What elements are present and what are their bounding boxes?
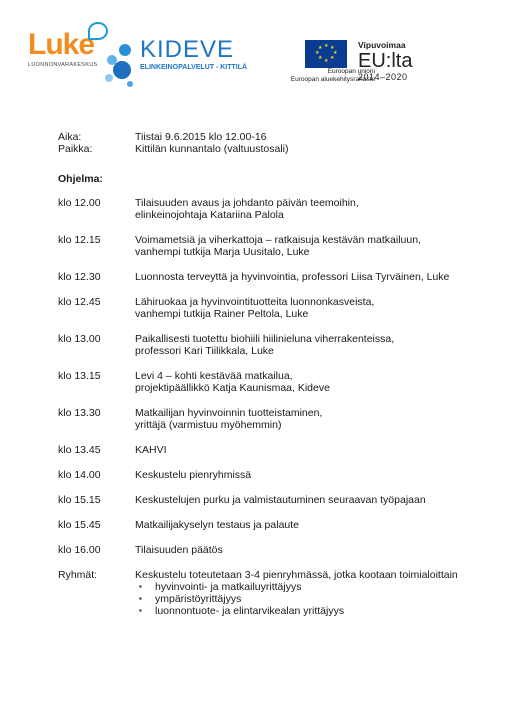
program-item-description xyxy=(135,444,498,456)
groups-section xyxy=(58,569,498,617)
groups-list-item: ▪ ympäristöyrittäjyys xyxy=(135,593,498,605)
svg-text:★: ★ xyxy=(324,58,329,64)
program-item-time: klo 12.15 xyxy=(58,234,101,246)
program-item-time: klo 13.00 xyxy=(58,333,101,345)
program-item-time: klo 15.15 xyxy=(58,494,101,506)
program-item-line: vanhempi tutkija Rainer Peltola, Luke xyxy=(135,308,309,320)
meta-label: Aika: xyxy=(58,131,82,143)
program-item-description xyxy=(135,271,498,283)
program-item-time: klo 13.45 xyxy=(58,444,101,456)
luke-logo-subtitle: LUONNONVARAKESKUS xyxy=(28,62,98,68)
svg-text:★: ★ xyxy=(324,43,329,49)
program-item-line: Paikallisesti tuotettu biohiili hiilinieluna viherrakenteissa, xyxy=(135,333,395,345)
program-item-line: professori Kari Tiilikkala, Luke xyxy=(135,345,274,357)
program-item-description xyxy=(135,494,498,506)
document-body xyxy=(58,131,498,617)
kideve-logo-subtitle: ELINKEINOPALVELUT - KITTILÄ xyxy=(140,64,248,71)
kideve-logo-word: KIDEVE xyxy=(140,36,235,63)
program-item-line: Keskustelujen purku ja valmistautuminen seuraavan työpajaan xyxy=(135,494,426,506)
program-item-time: klo 12.30 xyxy=(58,271,101,283)
svg-text:★: ★ xyxy=(318,55,323,61)
svg-text:★: ★ xyxy=(330,45,335,51)
program-item xyxy=(58,469,498,481)
eu-flag-icon xyxy=(305,40,347,68)
program-item-description xyxy=(135,333,498,357)
program-item-line: Luonnosta terveyttä ja hyvinvointia, professori Liisa Tyrväinen, Luke xyxy=(135,271,450,283)
svg-text:★: ★ xyxy=(330,55,335,61)
groups-list-item: ▪ hyvinvointi- ja matkailuyrittäjyys xyxy=(135,581,498,593)
program-item-description xyxy=(135,469,498,481)
logo-header xyxy=(0,0,515,100)
program-item-line: KAHVI xyxy=(135,444,167,456)
meta-value: Kittilän kunnantalo (valtuustosali) xyxy=(135,143,289,155)
groups-list xyxy=(135,581,498,617)
program-item xyxy=(58,444,498,456)
program-item-line: Matkailijan hyvinvoinnin tuotteistaminen, xyxy=(135,407,323,419)
speech-bubble-icon xyxy=(88,22,108,40)
eu-logo-line2: Euroopan aluekehitysrahasto xyxy=(290,76,375,83)
meta-value: Tiistai 9.6.2015 klo 12.00-16 xyxy=(135,131,267,143)
program-item-line: Voimametsiä ja viherkattoja – ratkaisuja kestävän matkailuun, xyxy=(135,234,421,246)
program-heading: Ohjelma: xyxy=(58,173,103,185)
vipuvoimaa-logo xyxy=(358,40,412,82)
program-item-line: vanhempi tutkija Marja Uusitalo, Luke xyxy=(135,246,310,258)
program-item xyxy=(58,271,498,283)
luke-logo xyxy=(28,30,98,68)
meta-row-place xyxy=(58,143,498,155)
program-item xyxy=(58,407,498,431)
vipuvoimaa-logo-eu: EU:lta xyxy=(358,50,413,72)
program-item-description xyxy=(135,197,498,221)
svg-text:★: ★ xyxy=(315,50,320,56)
program-item-description xyxy=(135,234,498,258)
groups-intro: Keskustelu toteutetaan 3-4 pienryhmässä, jotka kootaan toimialoittain xyxy=(135,569,458,581)
program-item xyxy=(58,370,498,394)
kideve-bubbles-icon xyxy=(100,40,140,90)
program-item xyxy=(58,333,498,357)
program-item-time: klo 13.15 xyxy=(58,370,101,382)
program-item-time: klo 12.00 xyxy=(58,197,101,209)
program-item-description xyxy=(135,519,498,531)
program-item-description xyxy=(135,407,498,431)
program-item-line: Matkailijakyselyn testaus ja palaute xyxy=(135,519,300,531)
svg-text:★: ★ xyxy=(333,50,338,56)
groups-row xyxy=(58,569,498,581)
program-item-line: Tilaisuuden avaus ja johdanto päivän teemoihin, xyxy=(135,197,359,209)
svg-text:★: ★ xyxy=(318,45,323,51)
program-item-time: klo 15.45 xyxy=(58,519,101,531)
program-item-line: Lähiruokaa ja hyvinvointituotteita luonnonkasveista, xyxy=(135,296,375,308)
program-item-time: klo 13.30 xyxy=(58,407,101,419)
program-item xyxy=(58,296,498,320)
program-item-line: elinkeinojohtaja Katariina Palola xyxy=(135,209,284,221)
vipuvoimaa-logo-top: Vipuvoimaa xyxy=(358,40,406,50)
program-item-line: Levi 4 – kohti kestävää matkailua, xyxy=(135,370,293,382)
program-item-time: klo 12.45 xyxy=(58,296,101,308)
program-item xyxy=(58,197,498,221)
groups-list-item: ▪ luonnontuote- ja elintarvikealan yrittäjyys xyxy=(135,605,498,617)
program-item-line: Tilaisuuden päätös xyxy=(135,544,223,556)
program-item-description xyxy=(135,296,498,320)
program-item-line: yrittäjä (varmistuu myöhemmin) xyxy=(135,419,282,431)
program-item xyxy=(58,494,498,506)
program-item-line: Keskustelu pienryhmissä xyxy=(135,469,252,481)
program-item xyxy=(58,519,498,531)
eu-logo xyxy=(290,40,375,83)
meta-label: Paikka: xyxy=(58,143,93,155)
program-item-description xyxy=(135,370,498,394)
program-item xyxy=(58,544,498,556)
groups-label: Ryhmät: xyxy=(58,569,98,581)
program-list xyxy=(58,197,498,556)
kideve-logo xyxy=(140,38,247,71)
program-item-time: klo 14.00 xyxy=(58,469,101,481)
program-item xyxy=(58,234,498,258)
luke-logo-word: Luke xyxy=(28,28,95,61)
program-item-description xyxy=(135,544,498,556)
program-item-time: klo 16.00 xyxy=(58,544,101,556)
vipuvoimaa-logo-years: 2014–2020 xyxy=(358,72,408,82)
eu-logo-line1: Euroopan unioni xyxy=(327,68,375,75)
meta-row-time xyxy=(58,131,498,143)
program-item-line: projektipäällikkö Katja Kaunismaa, Kideve xyxy=(135,382,330,394)
